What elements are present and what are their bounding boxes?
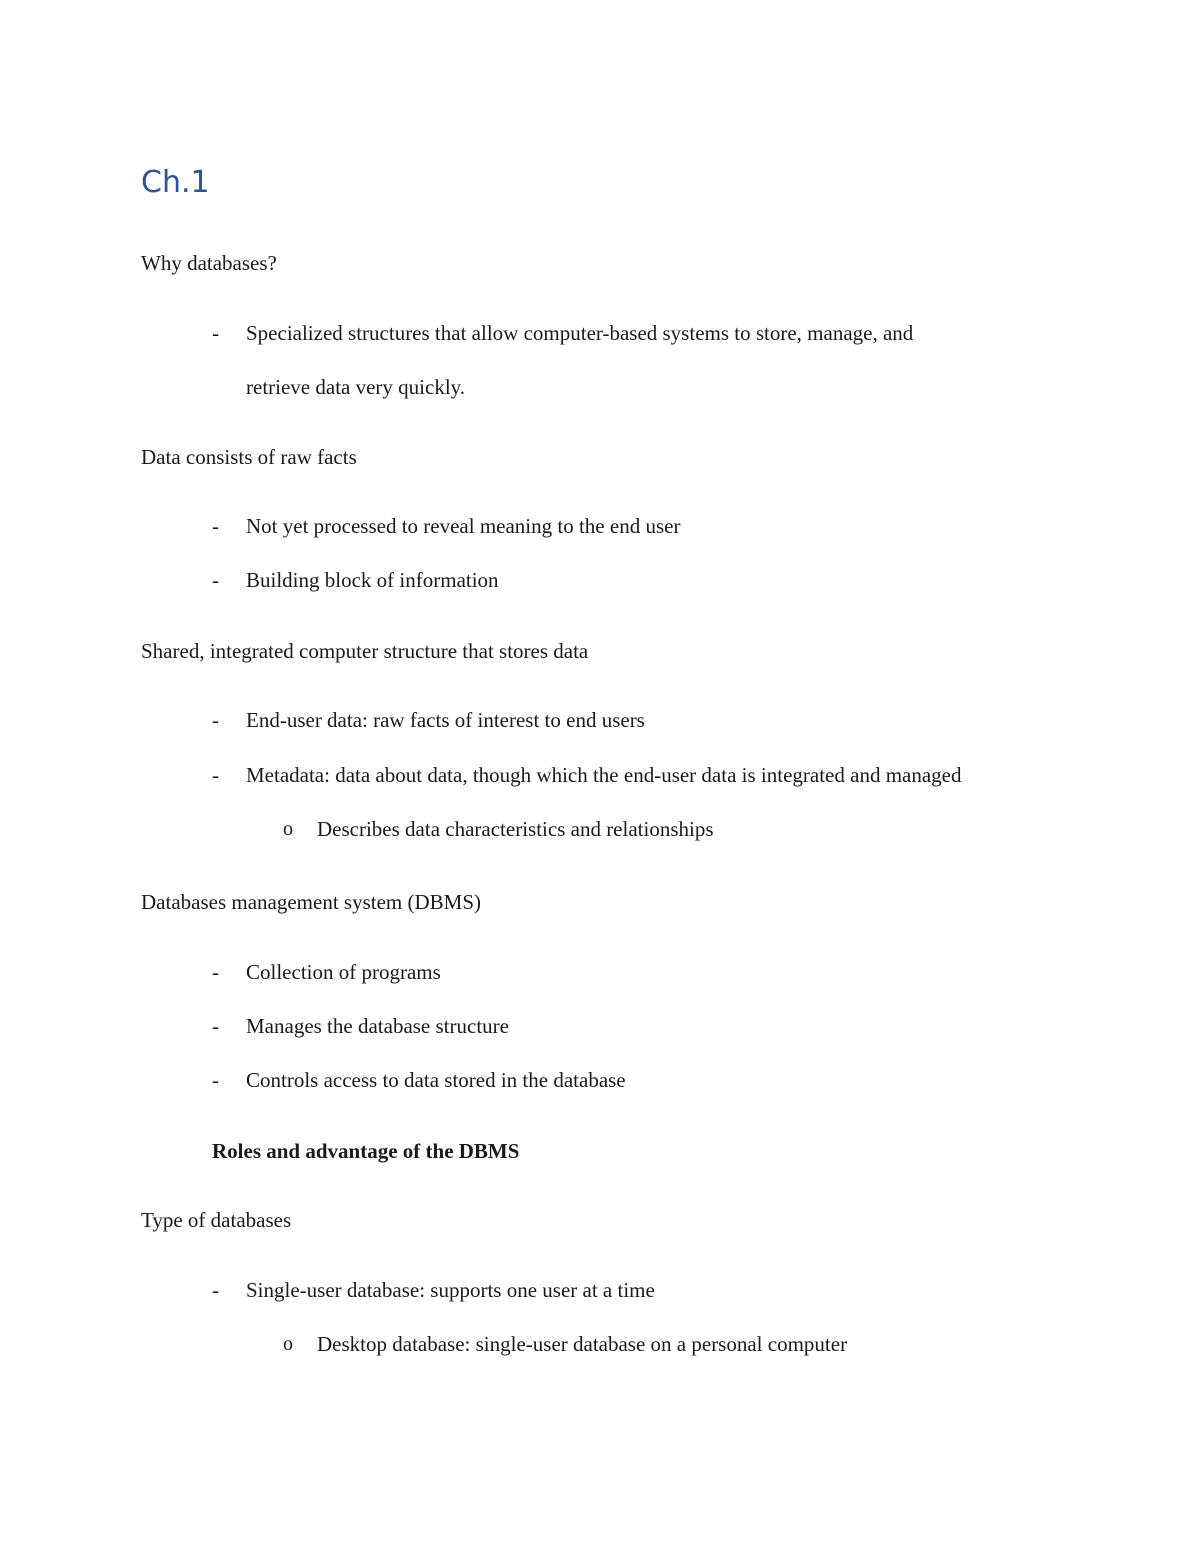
dash-bullet: - xyxy=(212,708,219,732)
section-roles-title: Roles and advantage of the DBMS xyxy=(212,1139,520,1163)
section-types-title: Type of databases xyxy=(141,1208,292,1232)
section-data-title: Data consists of raw facts xyxy=(141,445,357,469)
dbms-bullet-3: Controls access to data stored in the database xyxy=(246,1068,626,1092)
dbms-bullet-1: Collection of programs xyxy=(246,960,441,984)
circle-bullet: o xyxy=(283,1333,293,1355)
shared-bullet-1: End-user data: raw facts of interest to end users xyxy=(246,708,645,732)
dash-bullet: - xyxy=(212,1278,219,1302)
shared-bullet-2: Metadata: data about data, though which the end-user data is integrated and managed xyxy=(246,763,962,787)
circle-bullet: o xyxy=(283,818,293,840)
dash-bullet: - xyxy=(212,321,219,345)
dash-bullet: - xyxy=(212,514,219,538)
section-shared-title: Shared, integrated computer structure that stores data xyxy=(141,639,589,663)
why-bullet-1: Specialized structures that allow computer-based systems to store, manage, and xyxy=(246,321,914,345)
data-bullet-2: Building block of information xyxy=(246,568,499,592)
page-title: Ch.1 xyxy=(141,165,210,200)
section-dbms-title: Databases management system (DBMS) xyxy=(141,890,482,914)
dash-bullet: - xyxy=(212,960,219,984)
dash-bullet: - xyxy=(212,1068,219,1092)
why-bullet-1-continued: retrieve data very quickly. xyxy=(246,375,466,399)
types-subbullet-1: Desktop database: single-user database on a personal computer xyxy=(317,1332,848,1356)
dash-bullet: - xyxy=(212,1014,219,1038)
data-bullet-1: Not yet processed to reveal meaning to the end user xyxy=(246,514,681,538)
section-why-title: Why databases? xyxy=(141,251,277,275)
dbms-bullet-2: Manages the database structure xyxy=(246,1014,509,1038)
dash-bullet: - xyxy=(212,763,219,787)
dash-bullet: - xyxy=(212,568,219,592)
shared-subbullet-1: Describes data characteristics and relationships xyxy=(317,817,714,841)
types-bullet-1: Single-user database: supports one user at a time xyxy=(246,1278,655,1302)
